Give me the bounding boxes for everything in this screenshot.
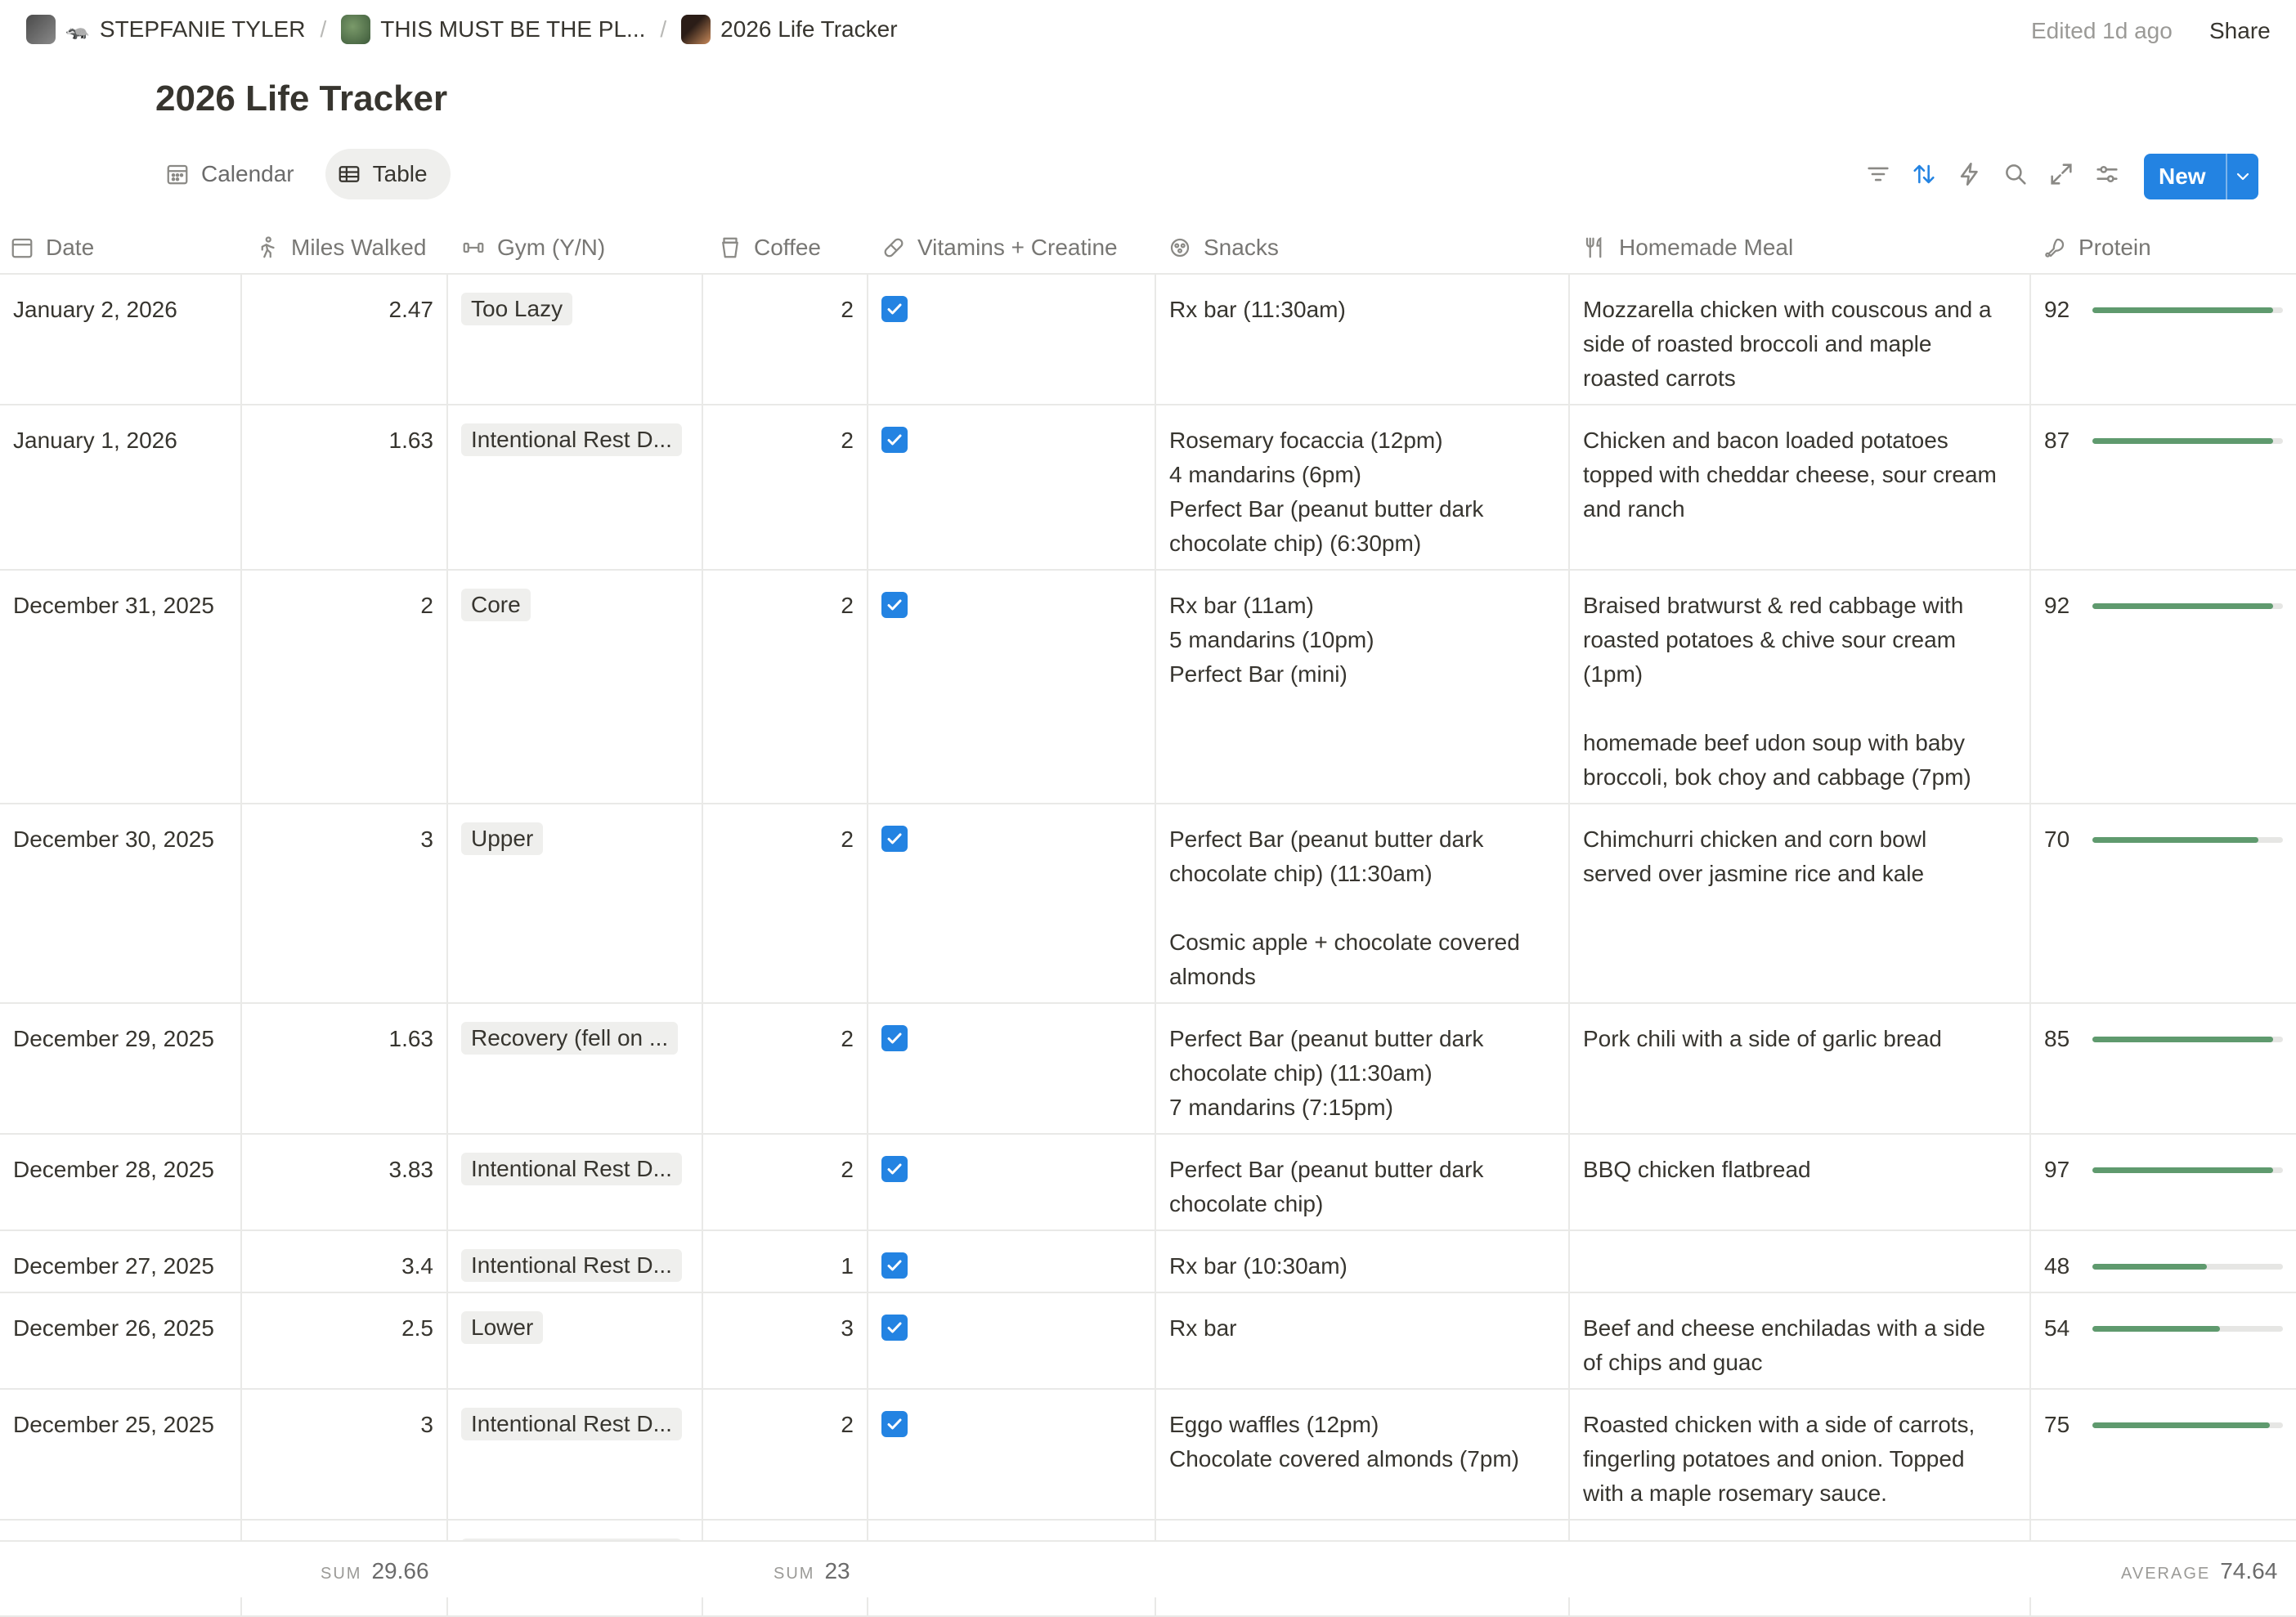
coffee-text: 2 [841,593,854,618]
progress-track [2092,307,2283,313]
gym-select-tag: Core [461,589,531,621]
column-label: Protein [2079,235,2151,260]
checkmark-icon [885,1256,904,1275]
miles-text: 2 [420,593,433,618]
protein-value: 75 [2044,1412,2070,1437]
cell-gym[interactable] [448,1390,703,1519]
protein-progress [2044,1153,2283,1187]
page-title: 2026 Life Tracker [155,78,448,119]
workspace-avatar-icon [26,15,56,44]
protein-value: 92 [2044,593,2070,618]
date-text: December 28, 2025 [13,1157,214,1182]
breadcrumb [26,15,898,44]
gym-select-tag: Intentional Rest D... [461,1249,682,1282]
cell-meal[interactable] [1570,1390,2031,1519]
meal-text: Roasted chicken with a side of carrots, fingerling potatoes and onion. Topped with a maple rosemary sauce. [1583,1412,1975,1506]
cell-snacks[interactable] [1156,571,1570,803]
progress-fill [2092,837,2258,843]
breadcrumb-separator: / [320,16,327,42]
vitamins-checkbox[interactable] [881,427,908,453]
page-thumbnail-icon [341,15,370,44]
progress-fill [2092,1422,2270,1428]
cell-protein[interactable] [2031,1231,2296,1292]
snack-icon [1168,235,1192,260]
cell-coffee[interactable] [703,1004,868,1133]
cell-vitamins[interactable] [868,804,1156,1002]
gym-select-tag: Upper [461,822,543,855]
progress-track [2092,1037,2283,1042]
progress-track [2092,1326,2283,1332]
cell-snacks[interactable] [1156,1390,1570,1519]
miles-text: 2.5 [401,1315,433,1341]
snacks-text: Rx bar (10:30am) [1169,1253,1348,1279]
breadcrumb-separator: / [660,16,667,42]
cell-coffee[interactable] [703,275,868,404]
cell-miles[interactable] [242,1293,448,1388]
cell-meal[interactable] [1570,804,2031,1002]
meal-text: Chicken and bacon loaded potatoes topped with cheddar cheese, sour cream and ranch [1583,428,1997,522]
calc-label: AVERAGE [2121,1565,2211,1583]
protein-progress [2044,1249,2283,1283]
table-row[interactable] [0,1390,2296,1521]
tab-calendar[interactable] [154,149,317,199]
cell-coffee[interactable] [703,1293,868,1388]
snacks-text: Rosemary focaccia (12pm) 4 mandarins (6pm) Perfect Bar (peanut butter dark chocolate chip) (6:30pm) [1169,428,1484,556]
protein-value: 70 [2044,826,2070,852]
date-text: January 2, 2026 [13,297,177,322]
database-toolbar [1864,160,2121,188]
gym-select-tag: Recovery (fell on ... [461,1022,678,1055]
protein-value: 48 [2044,1253,2070,1279]
chevron-down-icon [2233,167,2253,186]
cell-date[interactable] [0,1390,242,1519]
breadcrumb-label: 2026 Life Tracker [720,16,898,42]
cell-gym[interactable] [448,1293,703,1388]
checkmark-icon [885,1318,904,1337]
date-text: December 30, 2025 [13,826,214,852]
date-text: December 26, 2025 [13,1315,214,1341]
progress-track [2092,1422,2283,1428]
cell-gym[interactable] [448,275,703,404]
cell-date[interactable] [0,804,242,1002]
calc-value: 23 [824,1558,850,1583]
new-dropdown-button[interactable] [2227,167,2258,186]
date-text: December 29, 2025 [13,1026,214,1051]
coffee-text: 2 [841,1026,854,1051]
settings-sliders-icon[interactable] [2093,160,2121,188]
protein-progress [2044,1022,2283,1056]
progress-fill [2092,1326,2220,1332]
top-bar [0,0,2296,62]
badger-emoji-icon: 🦡 [65,18,90,41]
meal-text: Beef and cheese enchiladas with a side of chips and guac [1583,1315,1985,1375]
table-row[interactable] [0,1135,2296,1231]
table-icon [337,162,361,186]
cell-miles[interactable] [242,1135,448,1230]
cell-coffee[interactable] [703,1390,868,1519]
miles-text: 3 [420,1412,433,1437]
column-label: Homemade Meal [1619,235,1794,260]
date-text: January 1, 2026 [13,428,177,453]
checkmark-icon [885,1159,904,1179]
sort-icon[interactable] [1910,160,1938,188]
cell-miles[interactable] [242,1390,448,1519]
table-body [0,275,2296,1617]
snacks-text: Eggo waffles (12pm) Chocolate covered almonds (7pm) [1169,1412,1519,1471]
tab-table[interactable] [325,149,451,199]
cell-meal[interactable] [1570,1135,2031,1230]
cell-snacks[interactable] [1156,1135,1570,1230]
cell-coffee[interactable] [703,1231,868,1292]
cell-protein[interactable] [2031,571,2296,803]
vitamins-checkbox[interactable] [881,826,908,852]
cell-gym[interactable] [448,1231,703,1292]
meal-text: Braised bratwurst & red cabbage with roasted potatoes & chive sour cream (1pm) homemade beef udon soup with baby broccoli, bok choy and cabbage (7pm) [1583,593,1971,790]
cell-vitamins[interactable] [868,405,1156,569]
new-button[interactable] [2144,154,2258,199]
checkmark-icon [885,430,904,450]
table-row[interactable] [0,571,2296,804]
vitamins-checkbox[interactable] [881,1252,908,1279]
gym-select-tag: Intentional Rest D... [461,1153,682,1185]
cell-snacks[interactable] [1156,804,1570,1002]
cell-meal[interactable] [1570,1293,2031,1388]
column-label: Coffee [754,235,821,260]
miles-text: 3.83 [388,1157,433,1182]
meal-text: Mozzarella chicken with couscous and a side of roasted broccoli and maple roasted carrots [1583,297,1992,391]
column-header-gym[interactable] [461,222,605,273]
cell-snacks[interactable] [1156,1004,1570,1133]
cell-coffee[interactable] [703,405,868,569]
breadcrumb-item-current[interactable] [681,15,897,44]
cell-meal[interactable] [1570,1004,2031,1133]
coffee-text: 2 [841,1157,854,1182]
protein-progress [2044,589,2283,623]
cell-gym[interactable] [448,405,703,569]
cell-vitamins[interactable] [868,1390,1156,1519]
miles-text: 1.63 [388,428,433,453]
progress-track [2092,603,2283,609]
vitamins-checkbox[interactable] [881,1156,908,1182]
progress-track [2092,837,2283,843]
checkmark-icon [885,595,904,615]
protein-progress [2044,293,2283,327]
miles-text: 3 [420,826,433,852]
vitamins-checkbox[interactable] [881,1411,908,1437]
table-row[interactable] [0,1004,2296,1135]
protein-value: 85 [2044,1026,2070,1051]
cell-miles[interactable] [242,1004,448,1133]
protein-progress [2044,1408,2283,1442]
snacks-text: Rx bar (11am) 5 mandarins (10pm) Perfect Bar (mini) [1169,593,1374,687]
cell-vitamins[interactable] [868,275,1156,404]
meal-text: Chimchurri chicken and corn bowl served over jasmine rice and kale [1583,826,1927,886]
cell-protein[interactable] [2031,804,2296,1002]
table-row[interactable] [0,1231,2296,1293]
miles-text: 1.63 [388,1026,433,1051]
cell-date[interactable] [0,1293,242,1388]
cell-protein[interactable] [2031,405,2296,569]
miles-sum[interactable] [321,1558,429,1584]
column-header-miles[interactable] [255,222,426,273]
cell-gym[interactable] [448,571,703,803]
progress-fill [2092,307,2274,313]
vitamins-checkbox[interactable] [881,1025,908,1051]
cell-meal[interactable] [1570,405,2031,569]
coffee-text: 1 [841,1253,854,1279]
column-label: Miles Walked [291,235,427,260]
table-row[interactable] [0,804,2296,1004]
cell-protein[interactable] [2031,1293,2296,1388]
cell-meal[interactable] [1570,1231,2031,1292]
coffee-cup-icon [718,235,742,260]
protein-value: 92 [2044,297,2070,322]
progress-fill [2092,1037,2274,1042]
fork-knife-icon [1583,235,1608,260]
cell-snacks[interactable] [1156,1293,1570,1388]
cell-miles[interactable] [242,571,448,803]
cell-vitamins[interactable] [868,1135,1156,1230]
calc-label: SUM [321,1565,362,1583]
vitamins-checkbox[interactable] [881,1315,908,1341]
cell-protein[interactable] [2031,1135,2296,1230]
checkmark-icon [885,829,904,849]
column-label: Gym (Y/N) [497,235,606,260]
cell-date[interactable] [0,1231,242,1292]
cell-gym[interactable] [448,1135,703,1230]
column-label: Date [46,235,95,260]
miles-text: 3.4 [401,1253,433,1279]
gym-select-tag: Intentional Rest D... [461,1408,682,1440]
calc-label: SUM [774,1565,815,1583]
table-footer [0,1540,2296,1597]
snacks-text: Rx bar [1169,1315,1237,1341]
table-row[interactable] [0,275,2296,405]
column-header-protein[interactable] [2043,222,2151,273]
cell-coffee[interactable] [703,571,868,803]
meal-text: BBQ chicken flatbread [1583,1157,1811,1182]
column-label: Snacks [1204,235,1279,260]
protein-value: 97 [2044,1157,2070,1182]
progress-fill [2092,1264,2207,1270]
snacks-text: Perfect Bar (peanut butter dark chocolate chip) [1169,1157,1484,1216]
automation-icon[interactable] [1956,160,1984,188]
cell-miles[interactable] [242,1231,448,1292]
date-text: December 27, 2025 [13,1253,214,1279]
gym-select-tag: Too Lazy [461,293,572,325]
cell-miles[interactable] [242,804,448,1002]
protein-progress [2044,423,2283,458]
coffee-text: 2 [841,1412,854,1437]
progress-fill [2092,1167,2274,1173]
table-row[interactable] [0,1293,2296,1390]
column-header-vitamins[interactable] [881,222,1118,273]
cell-snacks[interactable] [1156,1231,1570,1292]
cell-meal[interactable] [1570,275,2031,404]
checkmark-icon [885,1414,904,1434]
checkmark-icon [885,299,904,319]
cell-coffee[interactable] [703,1135,868,1230]
calc-value: 29.66 [371,1558,429,1583]
search-icon[interactable] [2002,160,2029,188]
gym-select-tag: Intentional Rest D... [461,423,682,456]
protein-average[interactable] [2121,1558,2277,1584]
view-tabs [154,149,451,199]
tab-label: Table [372,161,428,186]
walking-person-icon [255,235,280,260]
date-text: December 31, 2025 [13,593,214,618]
coffee-text: 2 [841,428,854,453]
calendar-icon [10,235,34,260]
cell-meal[interactable] [1570,571,2031,803]
dumbbell-icon [461,235,486,260]
cell-coffee[interactable] [703,804,868,1002]
checkmark-icon [885,1028,904,1048]
progress-track [2092,1264,2283,1270]
new-button-label: New [2159,163,2206,189]
cell-vitamins[interactable] [868,1231,1156,1292]
cell-protein[interactable] [2031,275,2296,404]
share-button[interactable]: Share [2209,18,2271,43]
meal-text: Pork chili with a side of garlic bread [1583,1026,1942,1051]
cell-gym[interactable] [448,804,703,1002]
progress-track [2092,1167,2283,1173]
cell-miles[interactable] [242,405,448,569]
coffee-text: 2 [841,826,854,852]
table-header [0,222,2296,275]
data-table [0,222,2296,1617]
coffee-text: 3 [841,1315,854,1341]
cell-miles[interactable] [242,275,448,404]
snacks-text: Rx bar (11:30am) [1169,297,1346,322]
cell-gym[interactable] [448,1004,703,1133]
miles-text: 2.47 [388,297,433,322]
snacks-text: Perfect Bar (peanut butter dark chocolate chip) (11:30am) 7 mandarins (7:15pm) [1169,1026,1484,1120]
cell-date[interactable] [0,405,242,569]
progress-track [2092,438,2283,444]
protein-progress [2044,1311,2283,1346]
filter-icon[interactable] [1864,160,1892,188]
cell-date[interactable] [0,1135,242,1230]
cell-protein[interactable] [2031,1004,2296,1133]
vitamins-checkbox[interactable] [881,592,908,618]
coffee-sum[interactable] [774,1558,850,1584]
gym-select-tag: Lower [461,1311,543,1344]
protein-value: 54 [2044,1315,2070,1341]
column-header-meal[interactable] [1583,222,1793,273]
cell-protein[interactable] [2031,1390,2296,1519]
expand-icon[interactable] [2047,160,2075,188]
column-header-date[interactable] [10,222,94,273]
progress-fill [2092,438,2274,444]
column-label: Vitamins + Creatine [917,235,1118,260]
column-header-snacks[interactable] [1168,222,1279,273]
cell-date[interactable] [0,571,242,803]
cell-vitamins[interactable] [868,571,1156,803]
cell-vitamins[interactable] [868,1293,1156,1388]
breadcrumb-label: THIS MUST BE THE PL... [380,16,646,42]
table-row[interactable] [0,405,2296,571]
cell-vitamins[interactable] [868,1004,1156,1133]
cell-snacks[interactable] [1156,275,1570,404]
breadcrumb-item-parent[interactable] [341,15,645,44]
coffee-text: 2 [841,297,854,322]
chicken-leg-icon [2043,235,2067,260]
cell-date[interactable] [0,1004,242,1133]
column-header-coffee[interactable] [718,222,821,273]
calendar-icon [165,162,190,186]
protein-progress [2044,822,2283,857]
snacks-text: Perfect Bar (peanut butter dark chocolate chip) (11:30am) Cosmic apple + chocolate covered almonds [1169,826,1520,989]
vitamins-checkbox[interactable] [881,296,908,322]
tab-label: Calendar [201,161,294,186]
edited-timestamp: Edited 1d ago [2031,18,2173,43]
cell-date[interactable] [0,275,242,404]
cell-snacks[interactable] [1156,405,1570,569]
breadcrumb-label: STEPFANIE TYLER [99,16,306,42]
breadcrumb-item-workspace[interactable] [26,15,305,44]
calc-value: 74.64 [2220,1558,2278,1583]
protein-value: 87 [2044,428,2070,453]
pill-icon [881,235,906,260]
date-text: December 25, 2025 [13,1412,214,1437]
page-thumbnail-icon [681,15,711,44]
progress-fill [2092,603,2274,609]
